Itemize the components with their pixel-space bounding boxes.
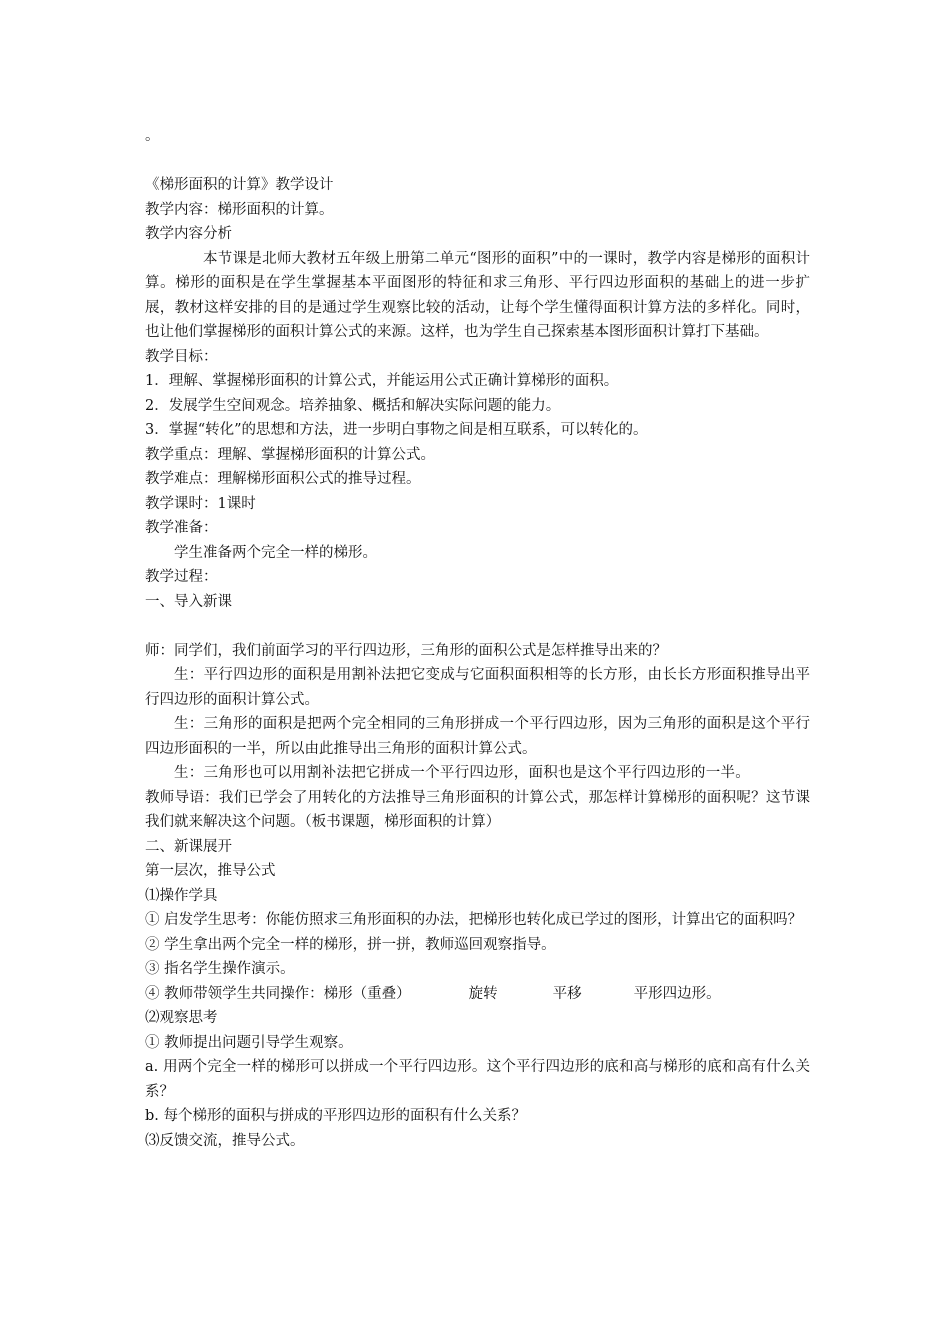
- student-answer-2: 生：三角形的面积是把两个完全相同的三角形拼成一个平行四边形，因为三角形的面积是这个平行四边形面积的一半，所以由此推导出三角形的面积计算公式。: [145, 716, 810, 757]
- observation-heading: ⑵观察思考: [145, 1010, 218, 1026]
- prep-text: 学生准备两个完全一样的梯形。: [174, 544, 377, 561]
- student-answer-1: 生：平行四边形的面积是用割补法把它变成与它面积面积相等的长方形，由长长方形面积推导出平行四边形的面积计算公式。: [145, 667, 810, 708]
- prep-heading: 教学准备：: [145, 520, 218, 536]
- blank-line: [145, 614, 810, 639]
- operation-step-4-text: ④ 教师带领学生共同操作：梯形（重叠）: [145, 985, 411, 1002]
- section-1-heading: 一、导入新课: [145, 593, 232, 610]
- observation-step-1: ① 教师提出问题引导学生观察。: [145, 1034, 353, 1051]
- observation-question-a: a. 用两个完全一样的梯形可以拼成一个平行四边形。这个平行四边形的底和高与梯形的底和高有什么关系？: [145, 1059, 810, 1100]
- teaching-content: 教学内容：梯形面积的计算。: [145, 201, 334, 218]
- student-answer-3-text: 生：三角形也可以用割补法把它拼成一个平行四边形，面积也是这个平行四边形的一半。: [174, 765, 750, 781]
- blank-line: [145, 149, 810, 174]
- teacher-question: 师：同学们，我们前面学习的平行四边形，三角形的面积公式是怎样推导出来的？: [145, 642, 667, 659]
- student-answer-3: [145, 761, 810, 835]
- section-2-heading: 二、新课展开: [145, 838, 232, 855]
- goal-item-1: 1．理解、掌握梯形面积的计算公式，并能运用公式正确计算梯形的面积。: [145, 373, 619, 389]
- top-mark: 。: [145, 128, 160, 144]
- goals-heading: 教学目标：: [145, 348, 218, 365]
- operation-step-2: ② 学生拿出两个完全一样的梯形，拼一拼，教师巡回观察指导。: [145, 936, 556, 953]
- operation-step-4: [145, 982, 810, 1007]
- teacher-intro: 教师导语：我们已学会了用转化的方法推导三角形面积的计算公式，那怎样计算梯形的面积呢？这节课我们就来解决这个问题。（板书课题，梯形面积的计算）: [145, 789, 810, 830]
- goal-item-3: 3．掌握“转化”的思想和方法，进一步明白事物之间是相互联系，可以转化的。: [145, 422, 648, 438]
- feedback-heading: ⑶反馈交流，推导公式。: [145, 1132, 305, 1149]
- operation-step-1: ① 启发学生思考：你能仿照求三角形面积的办法，把梯形也转化成已学过的图形，计算出它的面积吗？: [145, 912, 803, 928]
- document-title: 《梯形面积的计算》教学设计: [145, 177, 334, 193]
- goal-item-2: 2．发展学生空间观念。培养抽象、概括和解决实际问题的能力。: [145, 397, 561, 414]
- analysis-heading: 教学内容分析: [145, 226, 232, 242]
- operation-heading: ⑴操作学具: [145, 887, 218, 904]
- process-heading: 教学过程：: [145, 569, 218, 585]
- level-1-heading: 第一层次，推导公式: [145, 863, 276, 879]
- observation-question-b: b. 每个梯形的面积与拼成的平形四边形的面积有什么关系？: [145, 1108, 526, 1124]
- class-hours: 教学课时：1课时: [145, 495, 256, 512]
- step-parallelogram: 平形四边形。: [633, 985, 721, 1002]
- difficulty: 教学难点：理解梯形面积公式的推导过程。: [145, 471, 421, 487]
- step-rotate: 旋转: [468, 985, 498, 1002]
- document-page: [145, 124, 810, 1153]
- step-translate: 平移: [552, 985, 582, 1002]
- operation-step-3: ③ 指名学生操作演示。: [145, 961, 295, 977]
- analysis-paragraph: 本节课是北师大教材五年级上册第二单元“图形的面积”中的一课时，教学内容是梯形的面积计算。梯形的面积是在学生掌握基本平面图形的特征和求三角形、平行四边形面积的基础上的进一步扩展，教材这样安排的目的是通过学生观察比较的活动，让每个学生懂得面积计算方法的多样化。同时，也让他们掌握梯形的面积计算公式的来源。这样，也为学生自己探索基本图形面积计算打下基础。: [145, 250, 810, 340]
- key-point: 教学重点：理解、掌握梯形面积的计算公式。: [145, 446, 435, 463]
